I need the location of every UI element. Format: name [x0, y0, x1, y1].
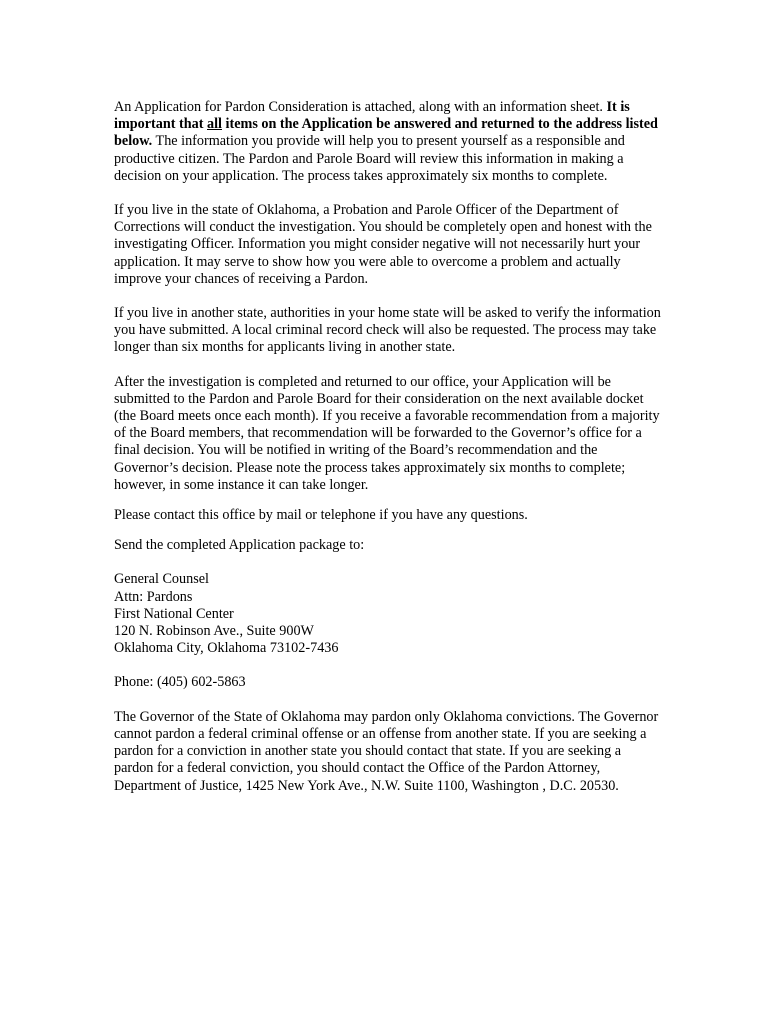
send-to-paragraph: Send the completed Application package to: — [114, 537, 365, 554]
document-body — [114, 99, 662, 812]
federal-convictions-paragraph: The Governor of the State of Oklahoma may pardon only Oklahoma convictions. The Governor cannot pardon a federal criminal offense or an offense from another state. If you are seeking a pardon for a conviction in another state you should contact that state. If you are seeking a pardon for a federal conviction, you should contact the Office of the Pardon Attorney, Department of Justice, 1425 New York Ave., N.W. Suite 1100, Washington , D.C. 20530. — [114, 708, 659, 794]
address-line-city: Oklahoma City, Oklahoma 73102-7436 — [114, 640, 339, 657]
mailing-address — [114, 571, 662, 657]
intro-rest-text: The information you provide will help you to present yourself as a responsible and productive citizen. The Pardon and Parole Board will review this information in making a decision on your application. The process takes approximately six months to complete. — [114, 133, 625, 184]
intro-emphasis-underlined: all — [207, 116, 222, 133]
intro-paragraph — [114, 99, 662, 185]
other-state-paragraph: If you live in another state, authorities in your home state will be asked to verify the information you have submitted. A local criminal record check will also be requested. The process may take longer than six months for applicants living in another state. — [114, 305, 661, 356]
contact-paragraph: Please contact this office by mail or telephone if you have any questions. — [114, 507, 528, 524]
address-line-building: First National Center — [114, 605, 234, 622]
phone-number: Phone: (405) 602-5863 — [114, 674, 246, 691]
address-line-attn: Attn: Pardons — [114, 588, 193, 605]
intro-emphasis-end: items on the Application be answered and returned to the address listed below. — [114, 116, 658, 150]
board-process-paragraph: After the investigation is completed and returned to our office, your Application will be submitted to the Pardon and Parole Board for their consideration on the next available docket (the Board meets once each month). If you receive a favorable recommendation from a majority of the Board members, that recommendation will be forwarded to the Governor’s office for a final decision. You will be notified in writing of the Board’s recommendation and the Governor’s decision. Please note the process takes approximately six months to complete; however, in some instance it can take longer. — [114, 373, 660, 493]
address-line-recipient: General Counsel — [114, 571, 209, 588]
intro-lead-text: An Application for Pardon Consideration is attached, along with an information sheet. — [114, 99, 607, 115]
address-line-street: 120 N. Robinson Ave., Suite 900W — [114, 623, 314, 640]
oklahoma-investigation-paragraph: If you live in the state of Oklahoma, a Probation and Parole Officer of the Department of Corrections will conduct the investigation. You should be completely open and honest with the investigating Officer. Information you might consider negative will not necessarily hurt your application. It may serve to show how you were able to overcome a problem and actually improve your chances of receiving a Pardon. — [114, 202, 652, 287]
intro-emphasis-start: It is important that — [114, 99, 630, 133]
